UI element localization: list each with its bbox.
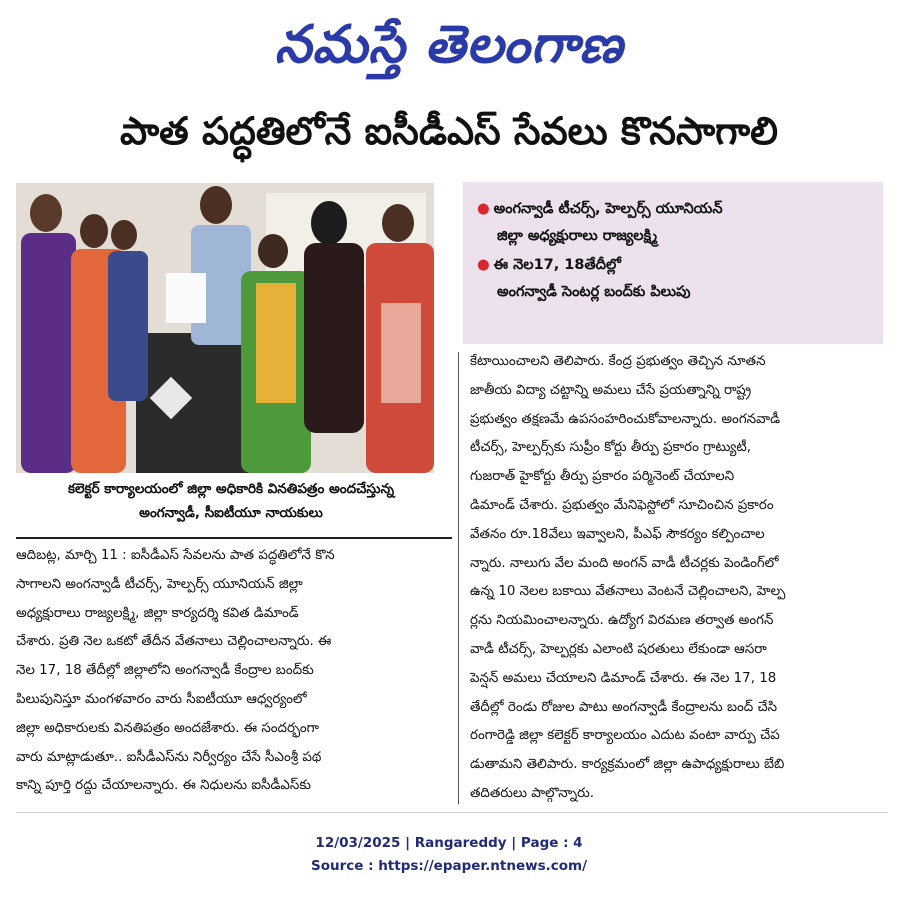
body-line: పిలుపునిస్తూ మంగళవారం వారు సీఐటీయూ ఆధ్వర్యంలో bbox=[16, 691, 307, 707]
body-line: డుతామని తెలిపారు. కార్యక్రమంలో జిల్లా ఉపాధ్యక్షురాలు బేబి bbox=[470, 757, 785, 773]
body-line: పెన్షన్ అమలు చేయాలని డిమాండ్ చేశారు. ఈ నెల 17, 18 bbox=[470, 670, 777, 686]
footer-divider bbox=[16, 812, 888, 813]
body-line: ర్లను నియమించాలన్నారు. ఉద్యోగ విరమణ తర్వాత అంగన్ bbox=[470, 613, 774, 629]
body-line: టీచర్స్, హెల్పర్స్‌కు సుప్రీం కోర్టు తీర్పు ప్రకారం గ్రాట్యుటీ, bbox=[470, 440, 752, 456]
body-line: న్నారు. నాలుగు వేల మంది అంగన్ వాడీ టీచర్లకు పెండింగ్‌లో bbox=[470, 555, 779, 571]
highlight-item bbox=[477, 252, 690, 306]
body-line: వేతనం రూ.18వేలు ఇవ్వాలని, పీఎఫ్ సౌకర్యం కల్పించాల bbox=[470, 526, 765, 542]
article-headline: పాత పద్ధతిలోనే ఐసీడీఎస్ సేవలు కొనసాగాలి bbox=[120, 109, 778, 153]
body-line: సాగాలని అంగన్వాడీ టీచర్స్, హెల్పర్స్ యూనియన్ జిల్లా bbox=[16, 576, 303, 592]
photo-caption bbox=[16, 477, 446, 525]
body-line: నెల 17, 18 తేదీల్లో జిల్లాలోని అంగన్వాడీ కేంద్రాల బంద్‌కు bbox=[16, 663, 314, 679]
body-line: వారు మాట్లాడుతూ.. ఐసీడీఎస్‌ను నిర్వీర్యం చేసే సీఎంశ్రీ పథ bbox=[16, 749, 322, 765]
caption-line: అంగన్వాడీ, సీఐటీయూ నాయకులు bbox=[139, 505, 323, 521]
body-line: జాతీయ విద్యా చట్టాన్ని అమలు చేసే ప్రయత్నాన్ని రాష్ట్ర bbox=[470, 382, 752, 398]
body-line: తదితరులు పాల్గొన్నారు. bbox=[470, 785, 594, 801]
highlight-line: అంగన్వాడీ టీచర్స్, హెల్పర్స్ యూనియన్ bbox=[493, 201, 723, 217]
photo-illustration bbox=[16, 183, 434, 473]
body-line: ఆదిబట్ల, మార్చి 11 : ఐసీడీఎస్ సేవలను పాత పద్ధతిలోనే కొన bbox=[16, 548, 335, 563]
highlight-line: జిల్లా అధ్యక్షురాలు రాజ్యలక్ష్మి bbox=[497, 228, 658, 244]
highlight-item bbox=[477, 196, 723, 250]
article-body-right bbox=[470, 348, 888, 809]
article-photo bbox=[16, 183, 434, 473]
body-line: గుజరాత్ హైకోర్టు తీర్పు ప్రకారం పర్మినెంట్ చేయాలని bbox=[470, 469, 735, 485]
masthead-title: నమస్తే తెలంగాణ bbox=[274, 14, 624, 75]
body-line: తేదీల్లో రెండు రోజుల పాటు అంగన్వాడీ కేంద్రాలను బంద్ చేసి bbox=[470, 699, 778, 715]
body-line: ప్రభుత్వం తక్షణమే ఉపసంహరించుకోవాలన్నారు. అంగనవాడీ bbox=[470, 411, 780, 427]
body-line: డిమాండ్ చేశారు. ప్రభుత్వం మేనిఫెస్టోలో సూచించిన ప్రకారం bbox=[470, 497, 774, 513]
body-line: కేటాయించాలని తెలిపారు. కేంద్ర ప్రభుత్వం తెచ్చిన నూతన bbox=[470, 354, 766, 369]
caption-divider bbox=[16, 537, 452, 539]
page-footer bbox=[0, 832, 898, 878]
body-line: జిల్లా అధికారులకు వినతిపత్రం అందజేశారు. ఈ సందర్భంగా bbox=[16, 720, 319, 736]
bullet-icon: ● bbox=[477, 201, 490, 217]
column-divider bbox=[458, 352, 459, 804]
body-line: రంగారెడ్డి జిల్లా కలెక్టర్ కార్యాలయం ఎదుట వంటా వార్పు చేప bbox=[470, 728, 780, 744]
highlights-box bbox=[463, 182, 883, 344]
footer-date-edition: 12/03/2025 | Rangareddy | Page : 4 bbox=[315, 835, 583, 851]
footer-source: Source : https://epaper.ntnews.com/ bbox=[310, 858, 588, 874]
body-line: కాన్ని పూర్తి రద్దు చేయాలన్నారు. ఈ నిధులను ఐసీడీఎస్‌కు bbox=[16, 778, 311, 794]
article-body-left bbox=[16, 542, 452, 801]
highlight-line: అంగన్వాడీ సెంటర్ల బంద్‌కు పిలుపు bbox=[497, 284, 691, 300]
body-line: చేశారు. ప్రతి నెల ఒకటో తేదీన వేతనాలు చెల్లించాలన్నారు. ఈ bbox=[16, 634, 332, 650]
highlight-line: ఈ నెల17, 18తేదీల్లో bbox=[493, 257, 621, 273]
bullet-icon: ● bbox=[477, 257, 490, 273]
body-line: వాడీ టీచర్స్, హెల్పర్లకు ఎలాంటి షరతులు లేకుండా ఆసరా bbox=[470, 641, 767, 657]
body-line: ఉన్న 10 నెలల బకాయి వేతనాలు వెంటనే చెల్లించాలని, హెల్ప bbox=[470, 584, 786, 600]
body-line: అధ్యక్షురాలు రాజ్యలక్ష్మి, జిల్లా కార్యదర్శి కవిత డిమాండ్ bbox=[16, 605, 299, 621]
caption-line: కలెక్టర్ కార్యాలయంలో జిల్లా అధికారికి వినతిపత్రం అందచేస్తున్న bbox=[67, 481, 395, 497]
